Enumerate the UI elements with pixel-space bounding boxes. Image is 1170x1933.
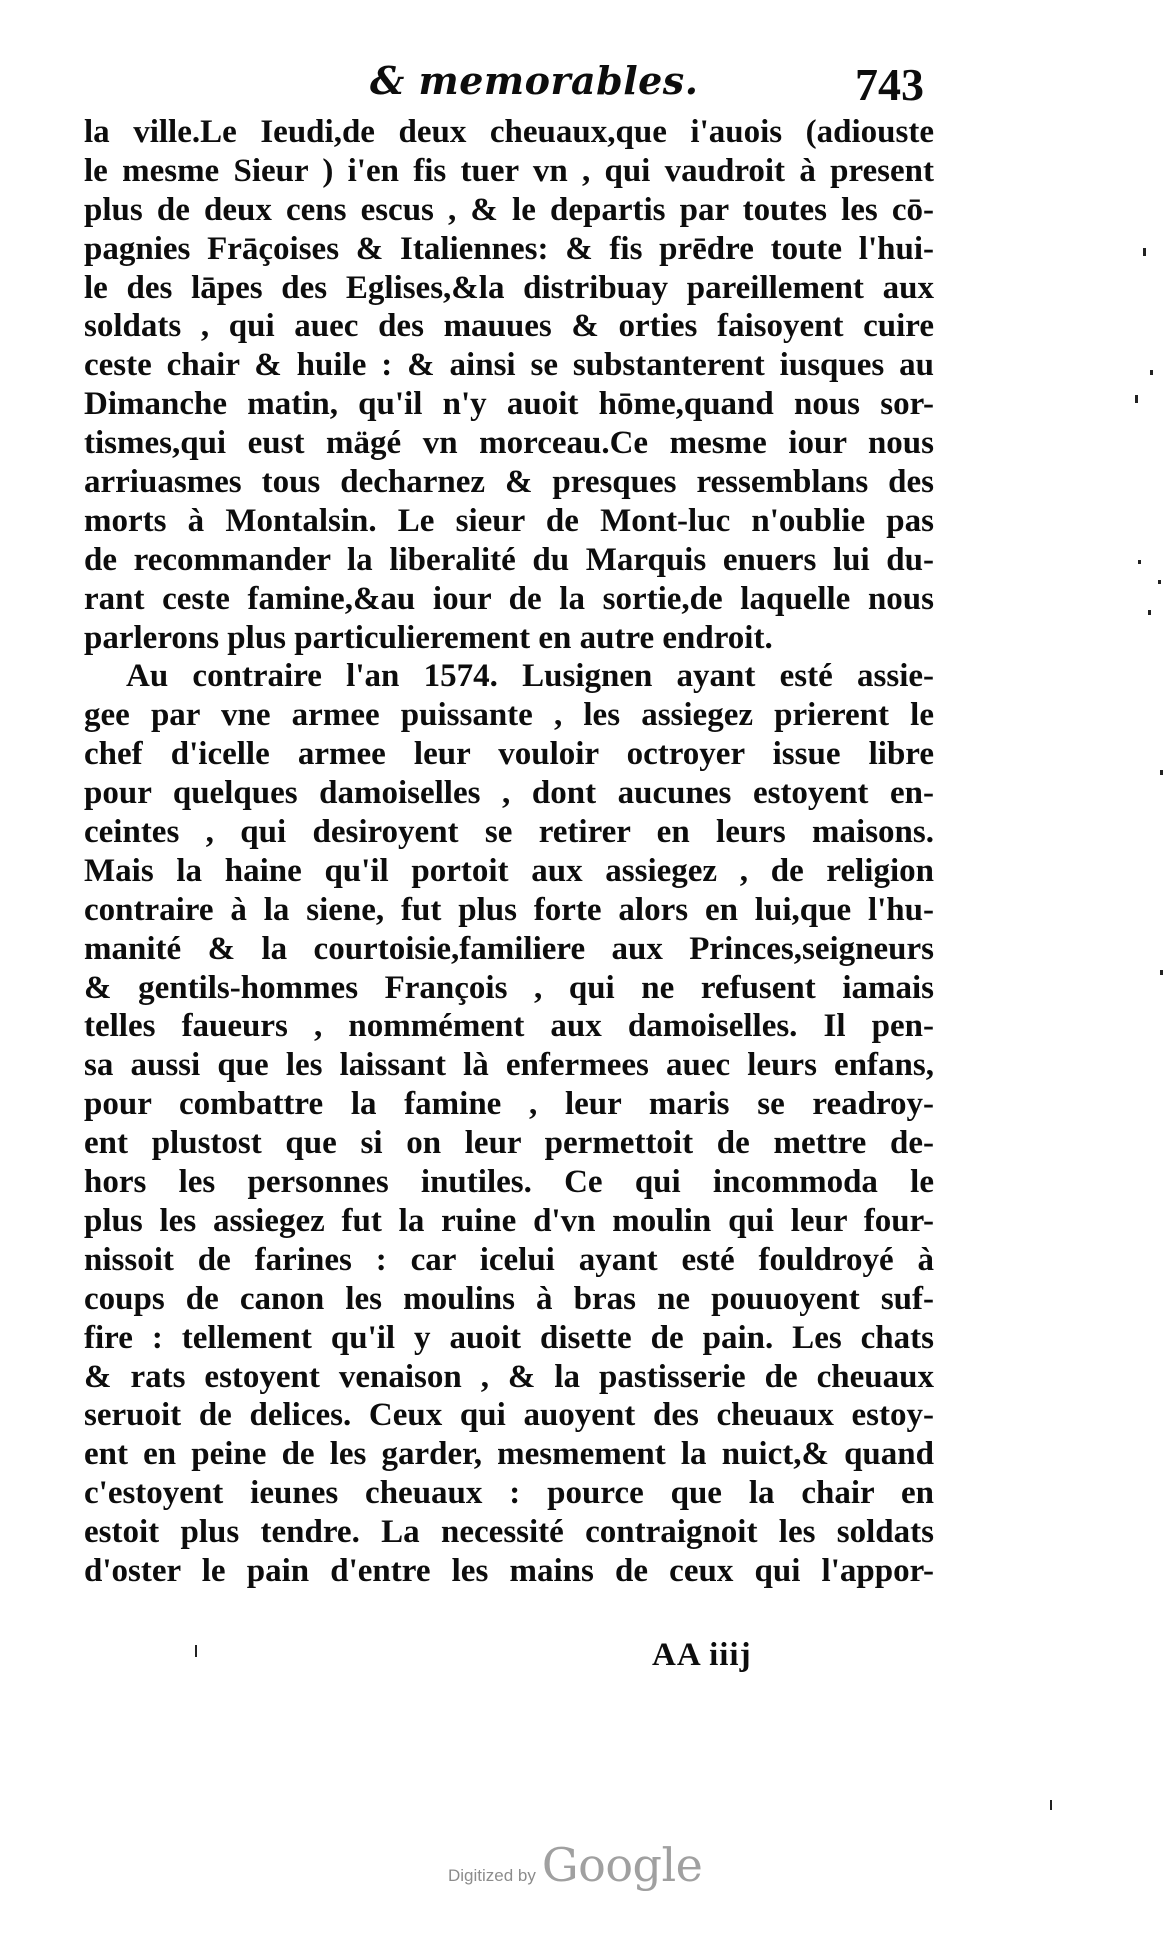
text-line: parlerons plus particulierement en autre endroit. (84, 619, 773, 656)
scan-speck (1148, 610, 1151, 615)
text-line: ent en peine de les garder, mesmement la nuict,& quand (84, 1436, 934, 1473)
text-line: ceintes , qui desiroyent se retirer en leurs maisons. (84, 814, 934, 851)
scan-speck (1138, 560, 1141, 564)
text-line: c'estoyent ieunes cheuaux : pource que la chair en (84, 1475, 934, 1512)
text-line: manité & la courtoisie,familiere aux Princes,seigneurs (84, 930, 934, 967)
watermark-prefix: Digitized by (448, 1866, 536, 1885)
scan-speck (1050, 1800, 1052, 1810)
text-line: nissoit de farines : car icelui ayant esté fouldroyé à (84, 1241, 934, 1278)
text-line: contraire à la siene, fut plus forte alors en lui,que l'hu- (84, 891, 934, 928)
text-line: gee par vne armee puissante , les assiegez prierent le (84, 697, 934, 734)
running-title: & memorables. (370, 58, 699, 103)
text-line: pagnies Frāçoises & Italiennes: & fis prēdre toute l'hui- (84, 230, 934, 267)
text-line: Dimanche matin, qu'il n'y auoit hōme,quand nous sor- (84, 386, 934, 423)
text-line: chef d'icelle armee leur vouloir octroyer issue libre (84, 736, 934, 773)
text-line: fire : tellement qu'il y auoit disette de pain. Les chats (84, 1319, 934, 1356)
text-line: telles faueurs , nommément aux damoiselles. Il pen- (84, 1008, 934, 1045)
page-number: 743 (855, 59, 924, 110)
digitization-watermark (448, 1838, 702, 1892)
text-line: & rats estoyent venaison , & la pastisserie de cheuaux (84, 1358, 934, 1395)
text-line: rant ceste famine,&au iour de la sortie,de laquelle nous (84, 580, 934, 617)
scan-speck (1150, 370, 1153, 375)
text-line: la ville.Le Ieudi,de deux cheuaux,que i'auois (adiouste (84, 114, 934, 150)
text-line: d'oster le pain d'entre les mains de ceux qui l'appor- (84, 1552, 934, 1589)
text-line: estoit plus tendre. La necessité contraignoit les soldats (84, 1514, 934, 1551)
text-line: hors les personnes inutiles. Ce qui incommoda le (84, 1164, 934, 1201)
text-line: plus de deux cens escus , & le departis par toutes les cō- (84, 191, 934, 228)
scan-speck (1160, 770, 1163, 775)
text-line: coups de canon les moulins à bras ne pouuoyent suf- (84, 1280, 934, 1317)
google-logo: Google (541, 1838, 703, 1892)
text-line: plus les assiegez fut la ruine d'vn moulin qui leur four- (84, 1202, 934, 1239)
text-line: Mais la haine qu'il portoit aux assiegez , de religion (84, 852, 934, 889)
text-line: seruoit de delices. Ceux qui auoyent des cheuaux estoy- (84, 1397, 934, 1434)
text-line: morts à Montalsin. Le sieur de Mont-luc n'oublie pas (84, 502, 934, 539)
scan-speck (195, 1645, 197, 1657)
body-text (84, 113, 934, 1591)
text-line: ent plustost que si on leur permettoit de mettre de- (84, 1125, 934, 1162)
text-line: sa aussi que les laissant là enfermees auec leurs enfans, (84, 1047, 934, 1084)
paragraph-start-line: Au contraire l'an 1574. Lusignen ayant esté assie- (126, 658, 934, 695)
text-line: arriuasmes tous decharnez & presques ressemblans des (84, 464, 934, 501)
text-line: le des lāpes des Eglises,&la distribuay pareillement aux (84, 269, 934, 306)
text-line: soldats , qui auec des mauues & orties faisoyent cuire (84, 308, 934, 345)
text-line: le mesme Sieur ) i'en fis tuer vn , qui vaudroit à present (84, 152, 934, 189)
text-line: de recommander la liberalité du Marquis enuers lui du- (84, 541, 934, 578)
text-line: pour combattre la famine , leur maris se readroy- (84, 1086, 934, 1123)
text-line: pour quelques damoiselles , dont aucunes estoyent en- (84, 775, 934, 812)
text-line: ceste chair & huile : & ainsi se substanterent iusques au (84, 347, 934, 384)
signature-mark: AA iiij (652, 1637, 752, 1673)
scan-speck (1158, 580, 1161, 584)
scan-speck (1143, 248, 1146, 256)
scan-speck (1135, 395, 1138, 403)
scan-speck (1160, 970, 1163, 975)
text-line: tismes,qui eust mägé vn morceau.Ce mesme iour nous (84, 425, 934, 462)
text-line: & gentils-hommes François , qui ne refusent iamais (84, 969, 934, 1006)
